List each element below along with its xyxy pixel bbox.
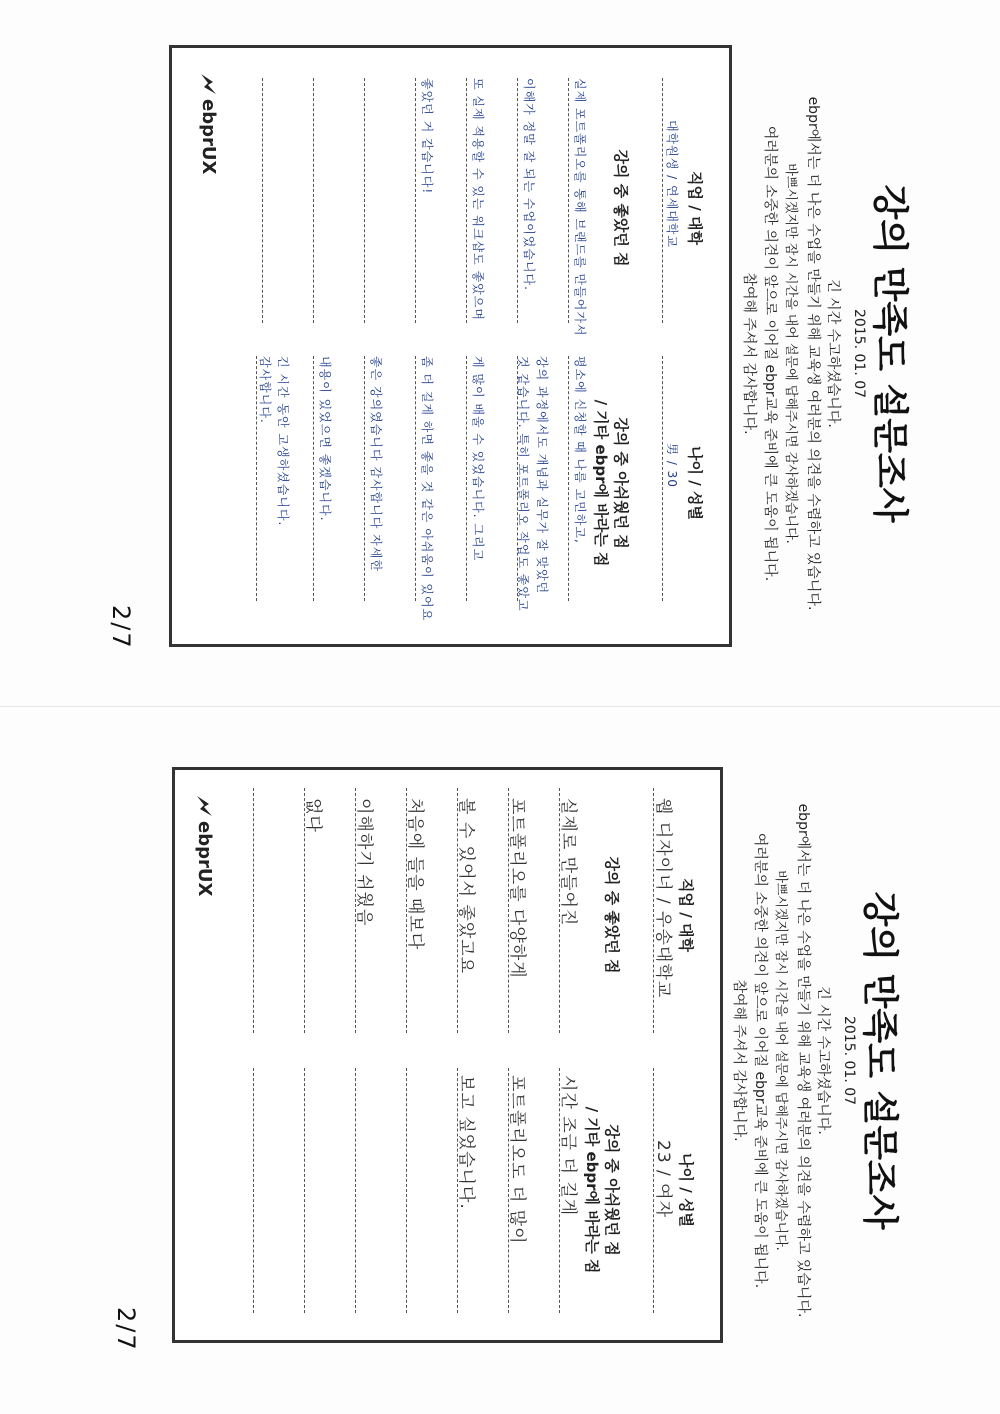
bad-line [415, 356, 416, 601]
intro-line-5: 참여해 주셔서 감사합니다. [731, 979, 747, 1142]
bad-answer-line[interactable]: 좀 더 길게 하면 좋을 것 같은 아쉬움이 있어요 [420, 356, 434, 622]
ebpr-logo [194, 795, 215, 896]
intro-line-1: 긴 시간 수고하셨습니다. [815, 986, 831, 1135]
survey-date: 2015. 01. 07 [841, 1015, 857, 1106]
age-underline [653, 1068, 654, 1313]
bad-answer-line[interactable]: 좋은 강의였습니다 감사합니다 자세한 [369, 356, 383, 572]
ebpr-logo [198, 73, 219, 174]
intro-line-4: 여러분의 소중한 의견이 앞으로 이어질 ebpr교육 준비에 큰 도움이 됩니다. [762, 125, 778, 582]
good-line [559, 788, 560, 1033]
intro-line-1: 긴 시간 수고하셨습니다. [825, 279, 841, 428]
bad-line [304, 1068, 305, 1313]
bad-answer-line[interactable]: 포트폴리오도 더 많이 [507, 1075, 527, 1245]
intro-line-2: ebpr에서는 더 나은 수업을 만들기 위해 교육생 여러분의 의견을 수렴하고 있습니다. [805, 96, 821, 611]
bad-line [517, 356, 518, 601]
good-line [262, 78, 263, 323]
good-line [415, 78, 416, 323]
logo-text: ebprUX [194, 821, 215, 897]
bad-answer-line[interactable]: 강의 과정에서도 개념과 실무가 잘 맞았던 [535, 356, 549, 595]
job-underline [653, 788, 654, 1033]
bad-line [364, 356, 365, 601]
bad-answer-line[interactable]: 보고 싶었습니다. [456, 1075, 476, 1210]
good-line [457, 788, 458, 1033]
job-answer[interactable]: 대학원생 / 연세대학교 [665, 120, 679, 249]
good-answer-line[interactable]: 좋았던 거 같습니다! [420, 78, 434, 195]
good-line [313, 78, 314, 323]
good-points-label: 강의 중 좋았던 점 [612, 149, 630, 267]
age-label: 나이 / 성별 [677, 1153, 695, 1227]
job-underline [662, 78, 663, 323]
bad-line [559, 1068, 560, 1313]
bad-line [568, 356, 569, 601]
good-answer-line[interactable]: 이해하기 쉬웠음 [354, 798, 374, 927]
bad-line [256, 356, 257, 601]
good-line [517, 78, 518, 323]
survey-sheet-2 [0, 707, 1000, 1414]
bad-line [355, 1068, 356, 1313]
good-line [253, 788, 254, 1033]
bad-line [457, 1068, 458, 1313]
bad-line [313, 356, 314, 601]
bad-line [406, 1068, 407, 1313]
logo-text: ebprUX [198, 99, 219, 175]
age-answer[interactable]: 男 / 30 [665, 443, 679, 488]
age-underline [662, 356, 663, 601]
bad-points-label-1: 강의 중 아쉬웠던 점 [612, 417, 630, 549]
intro-line-2: ebpr에서는 더 나은 수업을 만들기 위해 교육생 여러분의 의견을 수렴하고 있습니다. [795, 803, 811, 1318]
good-line [466, 78, 467, 323]
good-answer-line[interactable]: 처음에 들을 때보다 [405, 798, 425, 951]
good-answer-line[interactable]: 실제 포트폴리오를 통해 브랜드를 만들어가서 [573, 78, 587, 337]
bad-answer-line[interactable]: 긴 시간 동안 고생하셨습니다. [276, 356, 290, 527]
good-line [304, 788, 305, 1033]
survey-page-2 [0, 707, 1000, 1414]
bird-logo-icon [196, 795, 214, 817]
good-answer-line[interactable]: 포트폴리오를 다양하게 [507, 798, 527, 979]
good-line [508, 788, 509, 1033]
bad-answer-line[interactable]: 감사합니다. [258, 356, 272, 424]
good-line [568, 78, 569, 323]
bad-answer-line[interactable]: 평소에 신청할 때 나름 고민하고, [573, 356, 587, 544]
intro-line-4: 여러분의 소중한 의견이 앞으로 이어질 ebpr교육 준비에 큰 도움이 됩니다. [752, 832, 768, 1289]
survey-title: 강의 만족도 설문조사 [859, 891, 900, 1230]
bad-points-label-1: 강의 중 아쉬웠던 점 [603, 1124, 621, 1256]
intro-line-3: 바쁘시겠지만 잠시 시간을 내어 설문에 답해주시면 감사하겠습니다. [783, 163, 798, 544]
good-answer-line[interactable]: 없다 [303, 798, 323, 833]
bad-line [466, 356, 467, 601]
good-answer-line[interactable]: 실제로 만들어진 [558, 798, 578, 927]
survey-title: 강의 만족도 설문조사 [869, 184, 910, 523]
page-mark: 2/7 [112, 1307, 140, 1352]
good-answer-line[interactable]: 또 실제 적용할 수 있는 워크샵도 좋았으며 [471, 78, 485, 321]
bad-points-label-2: / 기타 ebpr에 바라는 점 [583, 1106, 601, 1274]
good-line [364, 78, 365, 323]
good-answer-line[interactable]: 볼 수 있어서 좋았고요 [456, 798, 476, 975]
bad-points-label-2: / 기타 ebpr에 바라는 점 [592, 399, 610, 567]
bird-logo-icon [200, 73, 218, 95]
bad-answer-line[interactable]: 시간 조금 더 길게 [558, 1075, 578, 1217]
page-mark: 2/7 [107, 605, 135, 650]
job-label: 직업 / 대학 [677, 878, 695, 952]
good-answer-line[interactable]: 이해가 정말 잘 되는 수업이었습니다. [522, 78, 536, 291]
job-label: 직업 / 대학 [686, 171, 704, 245]
age-label: 나이 / 성별 [686, 446, 704, 520]
survey-date: 2015. 01. 07 [851, 308, 867, 399]
intro-line-3: 바쁘시겠지만 잠시 시간을 내어 설문에 답해주시면 감사하겠습니다. [773, 870, 788, 1251]
bad-answer-line[interactable]: 게 많이 배울 수 있었습니다. 그리고 [471, 356, 485, 562]
survey-form [172, 767, 723, 1343]
age-answer[interactable]: 23 / 여자 [653, 1140, 673, 1219]
good-points-label: 강의 중 좋았던 점 [603, 856, 621, 974]
job-answer[interactable]: 웹 디자이너 / 우송대학교 [653, 798, 673, 999]
bad-line [253, 1068, 254, 1313]
bad-answer-line[interactable]: 것 같습니다. 특히 포트폴리오 작업도 좋았고 [516, 356, 530, 612]
good-line [355, 788, 356, 1033]
bad-line [508, 1068, 509, 1313]
survey-form [169, 45, 732, 647]
intro-line-5: 참여해 주셔서 감사합니다. [741, 272, 757, 435]
bad-answer-line[interactable]: 내용이 있었으면 좋겠습니다. [318, 356, 332, 522]
good-line [406, 788, 407, 1033]
